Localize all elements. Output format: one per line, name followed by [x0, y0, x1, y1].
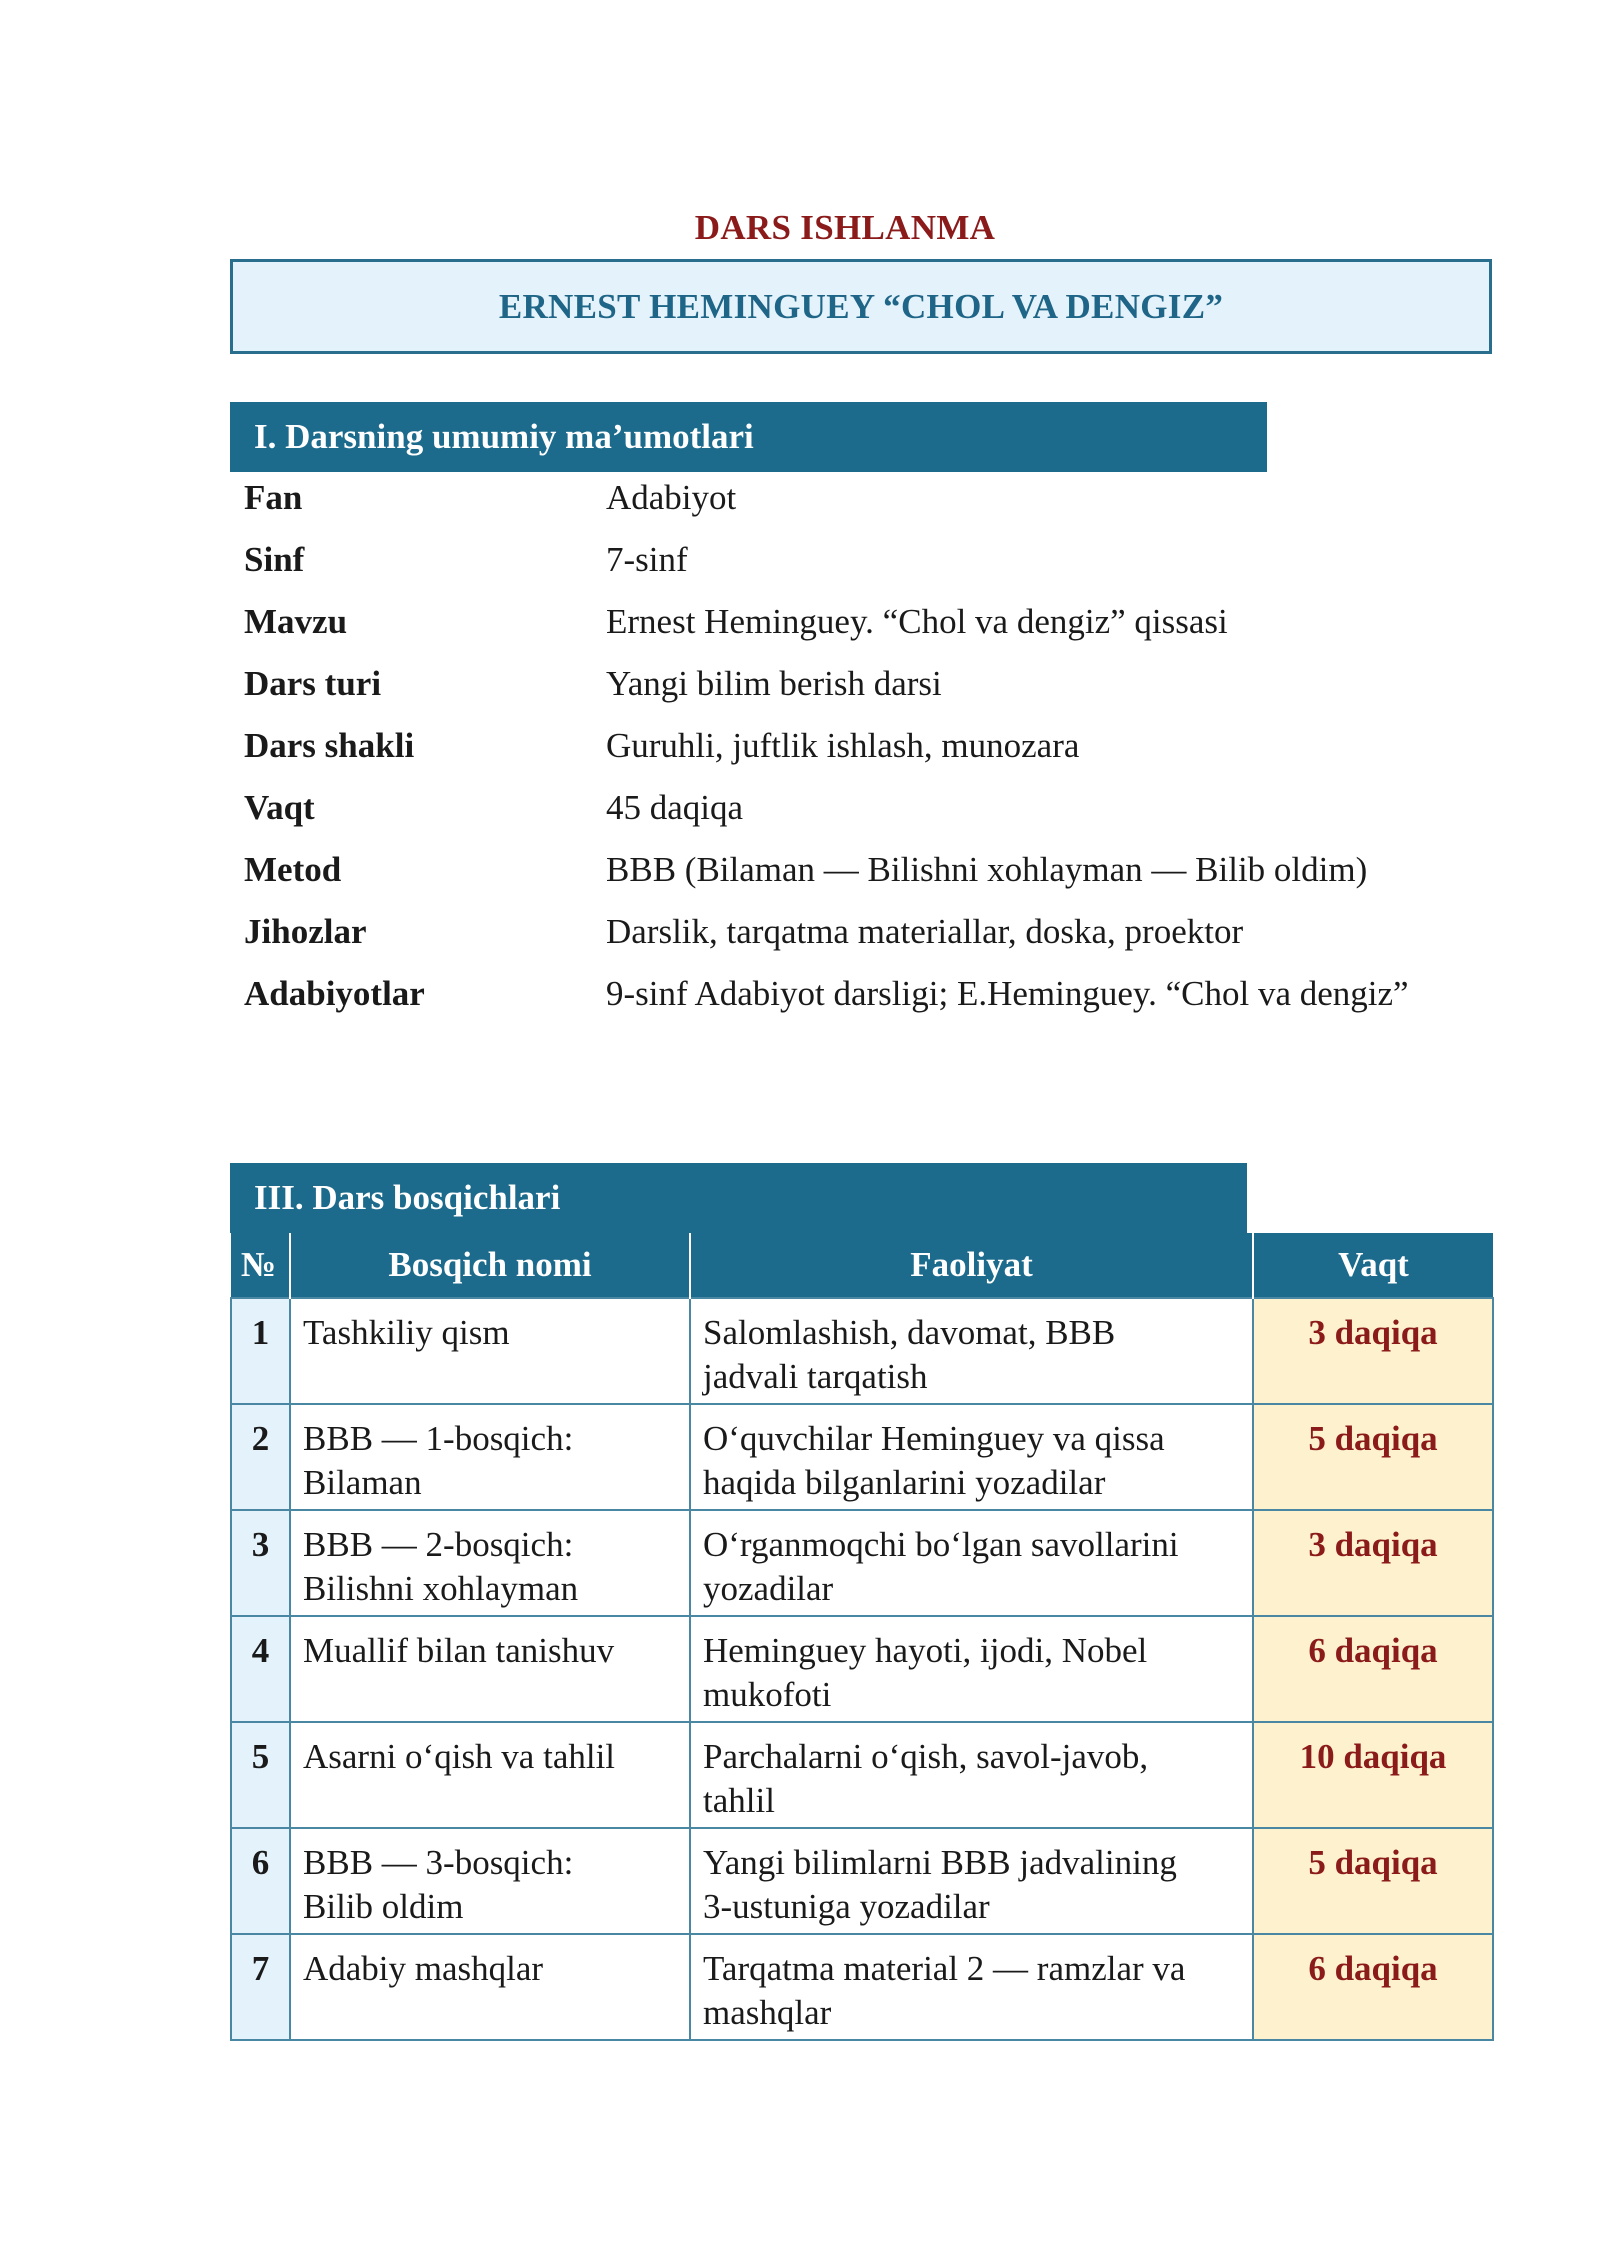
table-row [231, 1828, 1493, 1934]
section-header-general-info [230, 402, 1267, 472]
stage-time: 6 daqiqa [1253, 1616, 1493, 1722]
info-row [244, 602, 1504, 642]
stage-name-line: Muallif bilan tanishuv [303, 1631, 615, 1670]
stage-time: 10 daqiqa [1253, 1722, 1493, 1828]
table-row [231, 1722, 1493, 1828]
stage-time: 5 daqiqa [1253, 1404, 1493, 1510]
stage-time: 3 daqiqa [1253, 1298, 1493, 1404]
stage-name [290, 1404, 690, 1510]
general-info-list [244, 478, 1504, 1036]
stage-number: 3 [231, 1510, 290, 1616]
section-header-lesson-stages [230, 1163, 1247, 1233]
table-row [231, 1616, 1493, 1722]
info-label: Jihozlar [244, 912, 367, 951]
stage-name-line: Bilishni xohlayman [303, 1569, 579, 1608]
info-value: 45 daqiqa [606, 788, 744, 827]
topic-box [230, 259, 1492, 354]
table-row [231, 1404, 1493, 1510]
table-header-row [231, 1233, 1493, 1298]
info-value: Darslik, tarqatma materiallar, doska, proektor [606, 912, 1244, 951]
stage-name-line: Bilib oldim [303, 1887, 464, 1926]
stage-number: 4 [231, 1616, 290, 1722]
stage-activity [690, 1298, 1253, 1404]
stage-number: 1 [231, 1298, 290, 1404]
info-row [244, 788, 1504, 828]
column-header-time: Vaqt [1253, 1233, 1493, 1298]
stage-activity [690, 1722, 1253, 1828]
info-row [244, 974, 1504, 1014]
stage-activity [690, 1510, 1253, 1616]
stage-activity [690, 1616, 1253, 1722]
stage-name [290, 1298, 690, 1404]
stage-number: 7 [231, 1934, 290, 2040]
stage-number: 6 [231, 1828, 290, 1934]
stage-activity-line: mukofoti [703, 1675, 832, 1714]
stage-name [290, 1934, 690, 2040]
stage-activity [690, 1404, 1253, 1510]
info-label: Sinf [244, 540, 305, 579]
stage-name-line: Tashkiliy qism [303, 1313, 510, 1352]
info-value: Guruhli, juftlik ishlash, munozara [606, 726, 1080, 765]
stage-activity-line: O‘quvchilar Heminguey va qissa [703, 1419, 1165, 1458]
stage-activity-line: tahlil [703, 1781, 775, 1820]
stage-activity [690, 1828, 1253, 1934]
info-row [244, 478, 1504, 518]
stage-time: 5 daqiqa [1253, 1828, 1493, 1934]
stage-number: 5 [231, 1722, 290, 1828]
info-value: BBB (Bilaman — Bilishni xohlayman — Bilib oldim) [606, 850, 1368, 889]
info-label: Metod [244, 850, 342, 889]
stage-activity-line: Parchalarni o‘qish, savol-javob, [703, 1737, 1149, 1776]
stage-name [290, 1722, 690, 1828]
stage-time: 6 daqiqa [1253, 1934, 1493, 2040]
info-row [244, 912, 1504, 952]
stage-activity-line: O‘rganmoqchi bo‘lgan savollarini [703, 1525, 1179, 1564]
stage-name [290, 1616, 690, 1722]
stage-number: 2 [231, 1404, 290, 1510]
info-label: Dars shakli [244, 726, 415, 765]
info-label: Dars turi [244, 664, 382, 703]
info-label: Fan [244, 478, 303, 517]
column-header-number: № [231, 1233, 290, 1298]
info-value: 9-sinf Adabiyot darsligi; E.Heminguey. “Chol va dengiz” [606, 974, 1409, 1013]
stage-name [290, 1828, 690, 1934]
stage-activity-line: Heminguey hayoti, ijodi, Nobel [703, 1631, 1148, 1670]
table-row [231, 1934, 1493, 2040]
info-row [244, 850, 1504, 890]
info-row [244, 540, 1504, 580]
table-row [231, 1510, 1493, 1616]
info-label: Vaqt [244, 788, 315, 827]
stage-activity-line: 3-ustuniga yozadilar [703, 1887, 990, 1926]
info-row [244, 726, 1504, 766]
stage-name-line: BBB — 1-bosqich: [303, 1419, 574, 1458]
stage-name-line: BBB — 3-bosqich: [303, 1843, 574, 1882]
stage-activity-line: mashqlar [703, 1993, 832, 2032]
stage-name-line: Asarni o‘qish va tahlil [303, 1737, 616, 1776]
column-header-activity: Faoliyat [690, 1233, 1253, 1298]
stage-name [290, 1510, 690, 1616]
stage-activity-line: yozadilar [703, 1569, 834, 1608]
info-label: Adabiyotlar [244, 974, 425, 1013]
document-title: DARS ISHLANMA [694, 208, 996, 247]
stage-name-line: Bilaman [303, 1463, 422, 1502]
lesson-stages-table [230, 1233, 1494, 2041]
column-header-stage-name: Bosqich nomi [290, 1233, 690, 1298]
stage-activity-line: Salomlashish, davomat, BBB [703, 1313, 1116, 1352]
table-row [231, 1298, 1493, 1404]
info-value: 7-sinf [606, 540, 688, 579]
stage-activity [690, 1934, 1253, 2040]
stage-activity-line: haqida bilganlarini yozadilar [703, 1463, 1106, 1502]
stage-activity-line: Tarqatma material 2 — ramzlar va [703, 1949, 1186, 1988]
topic-title: ERNEST HEMINGUEY “CHOL VA DENGIZ” [498, 286, 1224, 326]
info-value: Yangi bilim berish darsi [606, 664, 942, 703]
section-title: I. Darsning umumiy ma’umotlari [254, 417, 754, 456]
stage-activity-line: jadvali tarqatish [703, 1357, 928, 1396]
stage-time: 3 daqiqa [1253, 1510, 1493, 1616]
info-value: Ernest Heminguey. “Chol va dengiz” qissasi [606, 602, 1228, 641]
stage-activity-line: Yangi bilimlarni BBB jadvalining [703, 1843, 1177, 1882]
info-label: Mavzu [244, 602, 348, 641]
stage-name-line: BBB — 2-bosqich: [303, 1525, 574, 1564]
info-row [244, 664, 1504, 704]
section-title: III. Dars bosqichlari [254, 1178, 561, 1217]
stage-name-line: Adabiy mashqlar [303, 1949, 544, 1988]
info-value: Adabiyot [606, 478, 737, 517]
